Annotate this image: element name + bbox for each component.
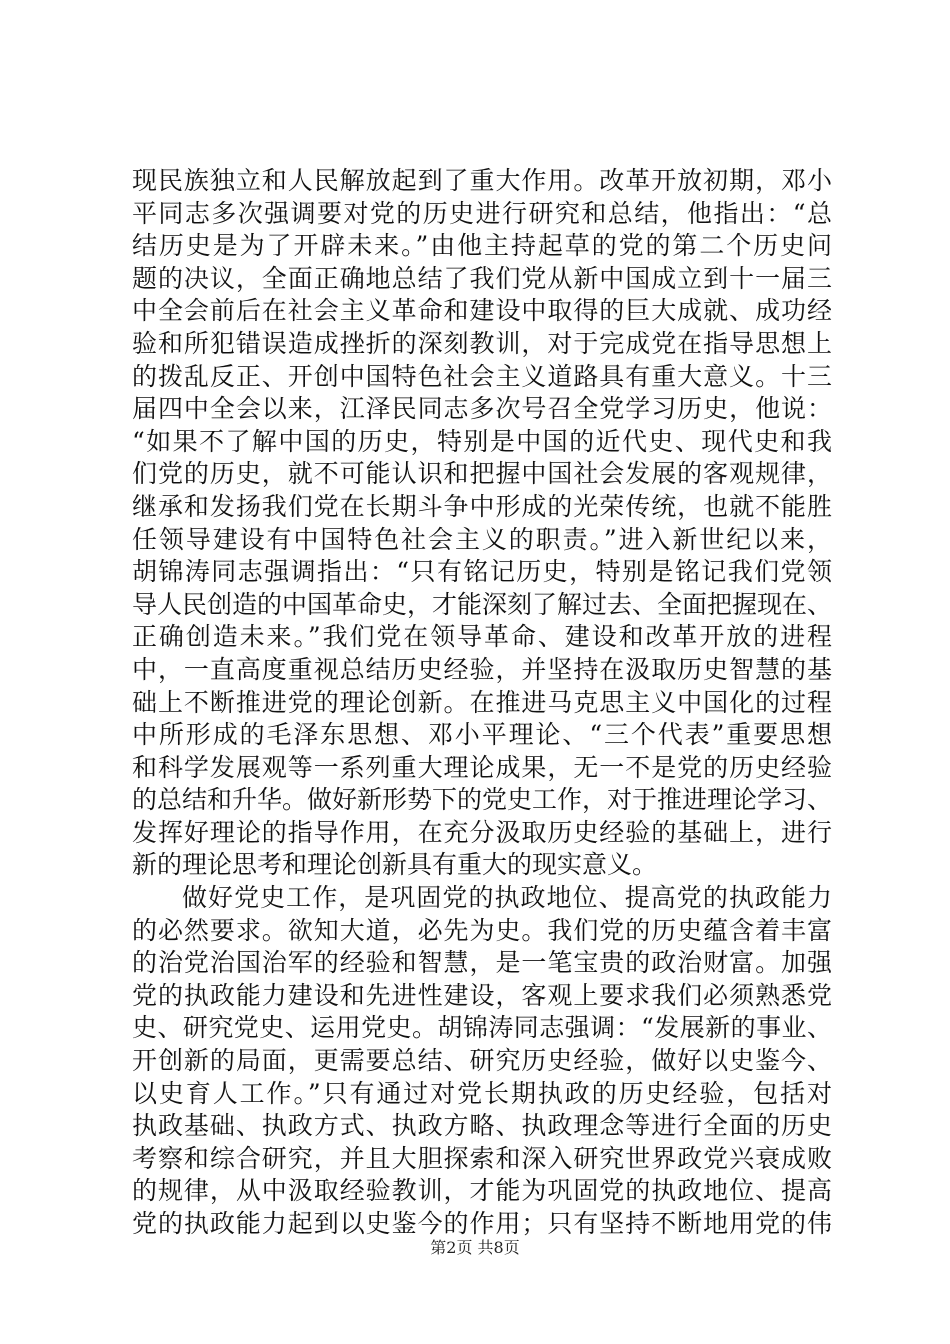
page-number-footer: 第2页 共8页 [430, 1238, 520, 1257]
text-line: 题的决议，全面正确地总结了我们党从新中国成立到十一届三 [132, 263, 832, 293]
text-line: 继承和发扬我们党在长期斗争中形成的光荣传统，也就不能胜 [132, 491, 832, 521]
text-line: 中所形成的毛泽东思想、邓小平理论、“三个代表”重要思想 [132, 720, 832, 750]
text-line: 导人民创造的中国革命史，才能深刻了解过去、全面把握现在、 [132, 589, 833, 619]
text-line: 结历史是为了开辟未来。”由他主持起草的党的第二个历史问 [132, 231, 832, 261]
text-line: 验和所犯错误造成挫折的深刻教训，对于完成党在指导思想上 [132, 328, 832, 358]
text-line: 以史育人工作。”只有通过对党长期执政的历史经验，包括对 [132, 1078, 832, 1108]
text-line: 中，一直高度重视总结历史经验，并坚持在汲取历史智慧的基 [132, 654, 832, 684]
text-line: “如果不了解中国的历史，特别是中国的近代史、现代史和我 [132, 426, 832, 456]
text-line: 执政基础、执政方式、执政方略、执政理念等进行全面的历史 [132, 1111, 832, 1141]
text-line: 平同志多次强调要对党的历史进行研究和总结，他指出：“总 [132, 198, 832, 228]
text-line: 任领导建设有中国特色社会主义的职责。”进入新世纪以来， [132, 524, 832, 554]
body-text [132, 165, 832, 1241]
text-line: 的必然要求。欲知大道，必先为史。我们党的历史蕴含着丰富 [132, 915, 832, 945]
text-line: 们党的历史，就不可能认识和把握中国社会发展的客观规律， [132, 459, 832, 489]
text-line: 党的执政能力起到以史鉴今的作用；只有坚持不断地用党的伟 [132, 1209, 832, 1238]
text-line: 中全会前后在社会主义革命和建设中取得的巨大成就、成功经 [132, 296, 832, 326]
text-line: 党的执政能力建设和先进性建设，客观上要求我们必须熟悉党 [132, 980, 832, 1010]
text-line: 现民族独立和人民解放起到了重大作用。改革开放初期，邓小 [132, 166, 832, 195]
text-line: 和科学发展观等一系列重大理论成果，无一不是党的历史经验 [132, 752, 832, 782]
text-line: 胡锦涛同志强调指出：“只有铭记历史，特别是铭记我们党领 [132, 557, 832, 587]
text-line: 的总结和升华。做好新形势下的党史工作，对于推进理论学习、 [132, 785, 833, 815]
paragraph-start-line: 做好党史工作，是巩固党的执政地位、提高党的执政能力 [182, 883, 832, 913]
text-line: 开创新的局面，更需要总结、研究历史经验，做好以史鉴今、 [132, 1046, 832, 1076]
text-line: 发挥好理论的指导作用，在充分汲取历史经验的基础上，进行 [132, 817, 832, 847]
text-line: 届四中全会以来，江泽民同志多次号召全党学习历史，他说： [132, 394, 832, 424]
text-line: 础上不断推进党的理论创新。在推进马克思主义中国化的过程 [132, 687, 832, 717]
text-line: 史、研究党史、运用党史。胡锦涛同志强调：“发展新的事业、 [132, 1013, 832, 1043]
text-line: 的规律，从中汲取经验教训，才能为巩固党的执政地位、提高 [132, 1176, 832, 1206]
paragraph-end-line: 新的理论思考和理论创新具有重大的现实意义。 [132, 850, 658, 880]
text-line: 正确创造未来。”我们党在领导革命、建设和改革开放的进程 [132, 622, 832, 652]
text-line: 考察和综合研究，并且大胆探索和深入研究世界政党兴衰成败 [132, 1143, 832, 1173]
text-line: 的拨乱反正、开创中国特色社会主义道路具有重大意义。十三 [132, 361, 832, 391]
text-line: 的治党治国治军的经验和智慧，是一笔宝贵的政治财富。加强 [132, 948, 832, 978]
